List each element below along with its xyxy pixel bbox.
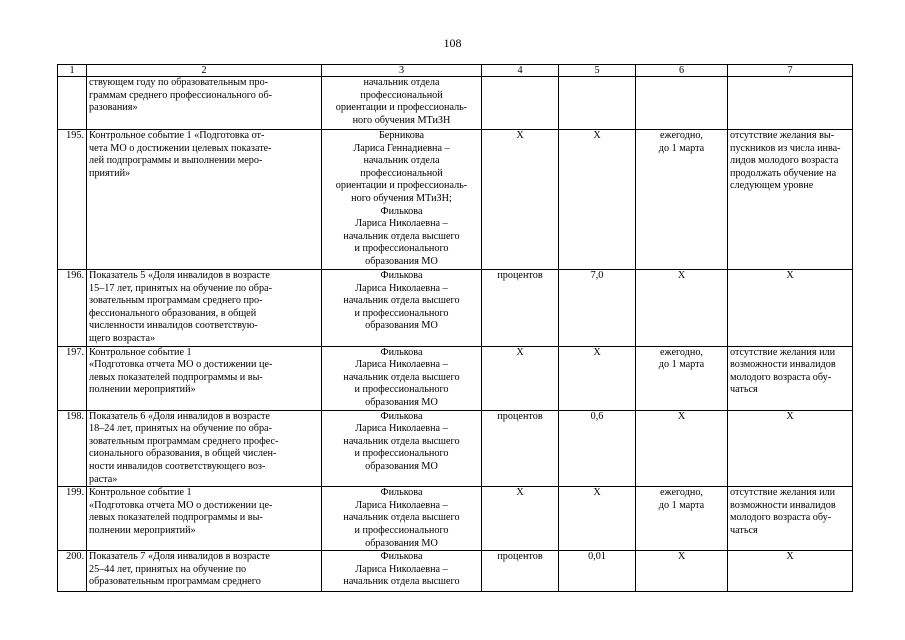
row-deadline: X	[636, 270, 728, 347]
column-number-4: 4	[482, 65, 559, 77]
document-table	[57, 64, 853, 592]
row-unit: X	[482, 130, 559, 270]
row-unit: X	[482, 346, 559, 410]
row-deadline: ежегодно, до 1 марта	[636, 130, 728, 270]
row-unit	[482, 77, 559, 130]
row-number: 196.	[58, 270, 87, 347]
row-deadline: X	[636, 410, 728, 487]
table-row	[58, 487, 853, 551]
row-value	[559, 77, 636, 130]
row-value: 7,0	[559, 270, 636, 347]
row-unit: процентов	[482, 410, 559, 487]
row-value: X	[559, 346, 636, 410]
row-description: Контрольное событие 1 «Подготовка отчета МО о достижении це- левых показателей подпрограммы и вы- полнении мероприятий»	[87, 487, 322, 551]
row-risk: X	[728, 551, 853, 592]
row-number: 199.	[58, 487, 87, 551]
row-value: 0,01	[559, 551, 636, 592]
row-unit: X	[482, 487, 559, 551]
row-deadline: ежегодно, до 1 марта	[636, 487, 728, 551]
row-number: 195.	[58, 130, 87, 270]
table-row	[58, 551, 853, 592]
table-row	[58, 270, 853, 347]
row-value: X	[559, 487, 636, 551]
column-number-6: 6	[636, 65, 728, 77]
column-number-1: 1	[58, 65, 87, 77]
row-number: 197.	[58, 346, 87, 410]
page-number: 108	[443, 36, 462, 50]
table-header-row	[58, 65, 853, 77]
column-number-5: 5	[559, 65, 636, 77]
row-deadline: X	[636, 551, 728, 592]
row-number	[58, 77, 87, 130]
row-responsible: Берникова Лариса Геннадиевна – начальник отдела профессиональной ориентации и профессиональ- ного обучения МТиЗН; Филькова Лариса Николаевна – начальник отдела высшего и профессионального образования МО	[322, 130, 482, 270]
column-number-2: 2	[87, 65, 322, 77]
row-number: 198.	[58, 410, 87, 487]
row-value: X	[559, 130, 636, 270]
row-deadline	[636, 77, 728, 130]
row-risk	[728, 77, 853, 130]
row-unit: процентов	[482, 551, 559, 592]
row-responsible: Филькова Лариса Николаевна – начальник отдела высшего и профессионального образования МО	[322, 270, 482, 347]
row-number: 200.	[58, 551, 87, 592]
row-responsible: Филькова Лариса Николаевна – начальник отдела высшего	[322, 551, 482, 592]
column-number-7: 7	[728, 65, 853, 77]
column-number-3: 3	[322, 65, 482, 77]
table-row	[58, 130, 853, 270]
row-description: Контрольное событие 1 «Подготовка от- чета МО о достижении целевых показате- лей подпрограммы и выполнении меро- приятий»	[87, 130, 322, 270]
row-responsible: Филькова Лариса Николаевна – начальник отдела высшего и профессионального образования МО	[322, 410, 482, 487]
row-description: Показатель 6 «Доля инвалидов в возрасте 18–24 лет, принятых на обучение по обра- зовательным программам среднего профес- сионального образования, в общей числен- ности инвалидов соответствующего воз- раста»	[87, 410, 322, 487]
row-description: Показатель 7 «Доля инвалидов в возрасте 25–44 лет, принятых на обучение по образовательным программам среднего	[87, 551, 322, 592]
row-unit: процентов	[482, 270, 559, 347]
row-description: Контрольное событие 1 «Подготовка отчета МО о достижении це- левых показателей подпрограммы и вы- полнении мероприятий»	[87, 346, 322, 410]
row-risk: отсутствие желания или возможности инвалидов молодого возраста обу- чаться	[728, 487, 853, 551]
row-description: Показатель 5 «Доля инвалидов в возрасте 15–17 лет, принятых на обучение по обра- зовательным программам среднего про- фессионального образования, в общей численности инвалидов соответствую- щего возраста»	[87, 270, 322, 347]
row-responsible: Филькова Лариса Николаевна – начальник отдела высшего и профессионального образования МО	[322, 346, 482, 410]
row-risk: отсутствие желания или возможности инвалидов молодого возраста обу- чаться	[728, 346, 853, 410]
row-risk: отсутствие желания вы- пускников из числа инва- лидов молодого возраста продолжать обучение на следующем уровне	[728, 130, 853, 270]
row-responsible: начальник отдела профессиональной ориентации и профессиональ- ного обучения МТиЗН	[322, 77, 482, 130]
row-value: 0,6	[559, 410, 636, 487]
table-row	[58, 410, 853, 487]
table-row	[58, 77, 853, 130]
row-risk: X	[728, 410, 853, 487]
row-responsible: Филькова Лариса Николаевна – начальник отдела высшего и профессионального образования МО	[322, 487, 482, 551]
row-risk: X	[728, 270, 853, 347]
table-row	[58, 346, 853, 410]
row-description: ствующем году по образовательным про- граммам среднего профессионального об- разования»	[87, 77, 322, 130]
row-deadline: ежегодно, до 1 марта	[636, 346, 728, 410]
